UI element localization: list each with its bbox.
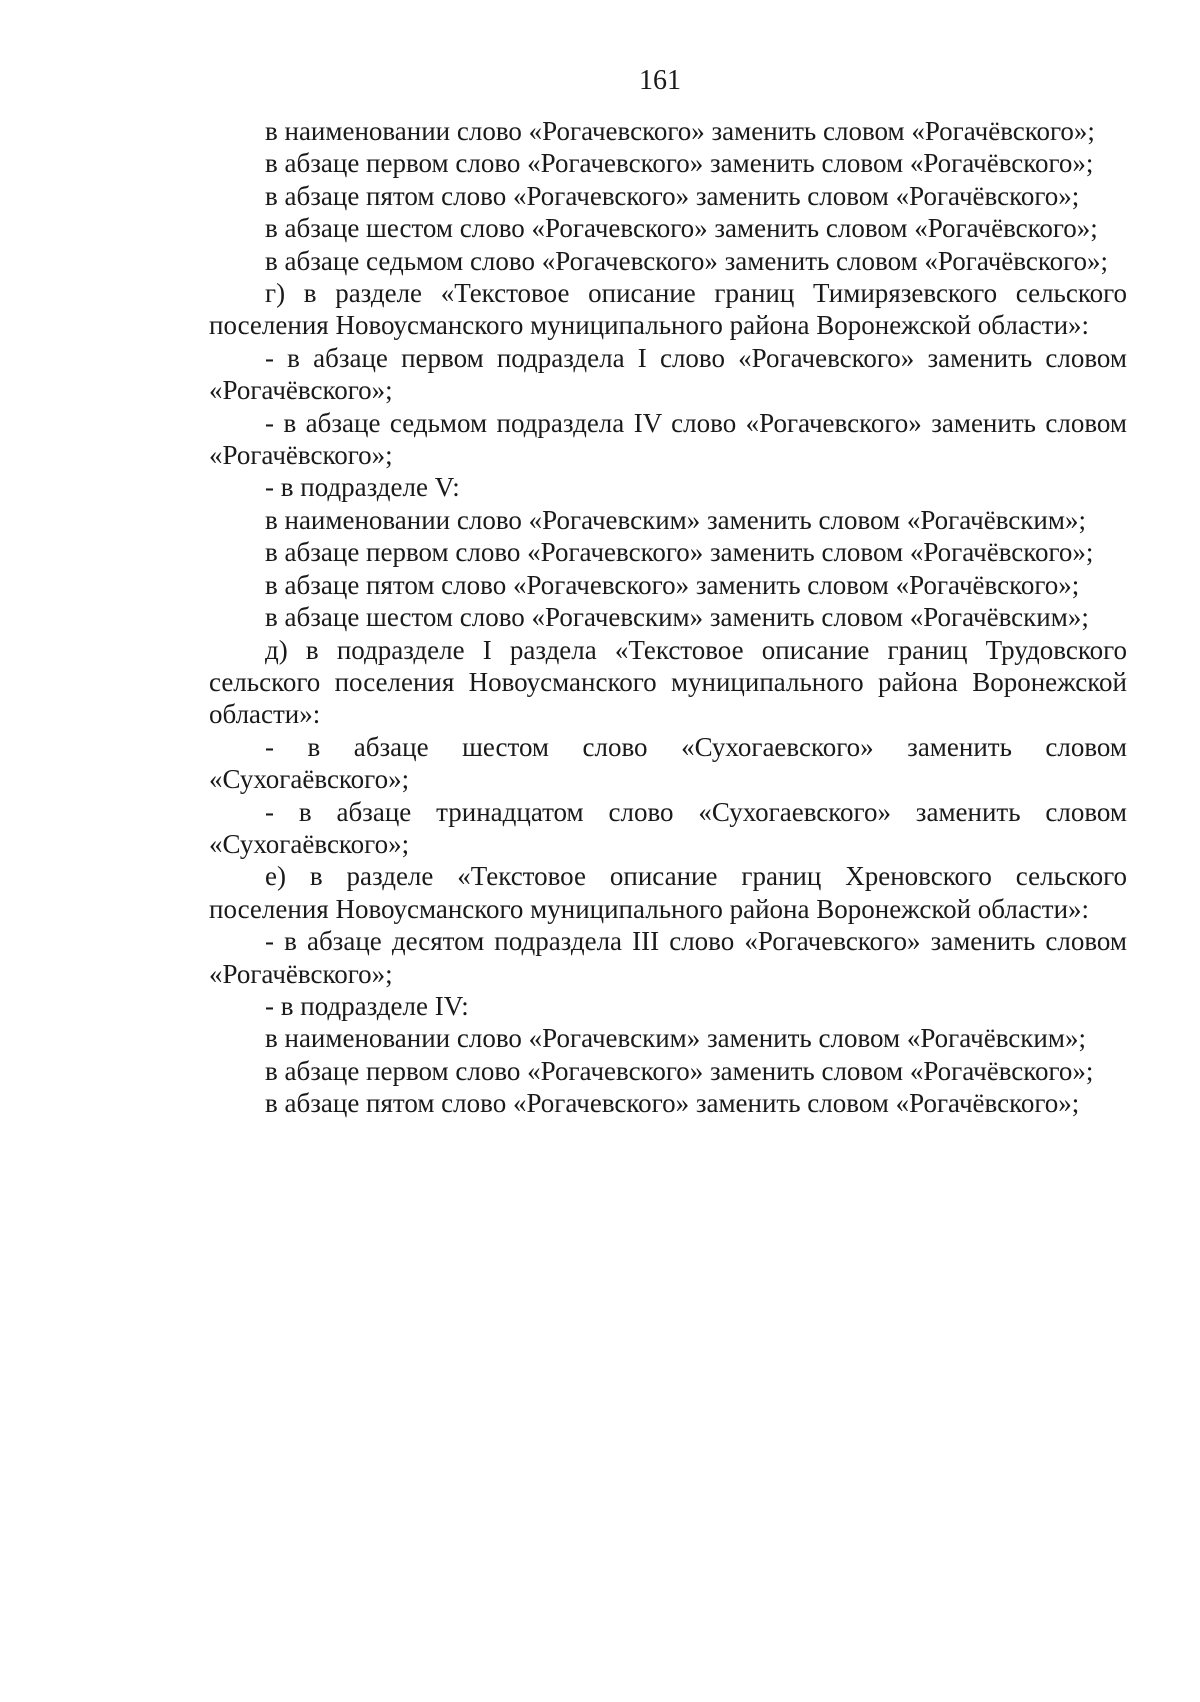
paragraph: в абзаце первом слово «Рогачевского» заменить словом «Рогачёвского»; — [265, 148, 1094, 179]
paragraph: - в абзаце шестом слово «Сухогаевского» заменить словом «Сухогаёвского»; — [209, 731, 1127, 795]
paragraph: в абзаце пятом слово «Рогачевского» заменить словом «Рогачёвского»; — [265, 180, 1080, 211]
paragraph: в наименовании слово «Рогачевского» заменить словом «Рогачёвского»; — [265, 116, 1095, 146]
paragraph: в абзаце пятом слово «Рогачевского» заменить словом «Рогачёвского»; — [265, 1088, 1080, 1119]
paragraph: - в абзаце первом подраздела I слово «Рогачевского» заменить словом «Рогачёвского»; — [209, 342, 1127, 406]
paragraph: г) в разделе «Текстовое описание границ Тимирязевского сельского поселения Новоусманского муниципального района Воронежской области»: — [209, 278, 1127, 341]
paragraph: в абзаце пятом слово «Рогачевского» заменить словом «Рогачёвского»; — [265, 569, 1080, 600]
paragraph: - в подразделе IV: — [265, 990, 469, 1021]
paragraph: в абзаце седьмом слово «Рогачевского» заменить словом «Рогачёвского»; — [265, 245, 1109, 276]
paragraph: - в абзаце седьмом подраздела IV слово «Рогачевского» заменить словом «Рогачёвского»; — [209, 407, 1127, 471]
paragraph: - в подразделе V: — [265, 472, 460, 503]
paragraph: д) в подразделе I раздела «Текстовое описание границ Трудовского сельского поселения Новоусманского муниципального района Воронежской области»: — [209, 634, 1127, 730]
document-body — [209, 115, 1127, 1120]
paragraph: в наименовании слово «Рогачевским» заменить словом «Рогачёвским»; — [265, 504, 1086, 535]
paragraph: е) в разделе «Текстовое описание границ Хреновского сельского поселения Новоусманского муниципального района Воронежской области»: — [209, 861, 1127, 924]
paragraph: в абзаце шестом слово «Рогачевским» заменить словом «Рогачёвским»; — [265, 602, 1089, 633]
paragraph: в абзаце первом слово «Рогачевского» заменить словом «Рогачёвского»; — [265, 1055, 1094, 1086]
paragraph: в абзаце шестом слово «Рогачевского» заменить словом «Рогачёвского»; — [265, 213, 1098, 244]
paragraph: в наименовании слово «Рогачевским» заменить словом «Рогачёвским»; — [265, 1023, 1086, 1054]
paragraph: - в абзаце десятом подраздела III слово «Рогачевского» заменить словом «Рогачёвского»; — [209, 926, 1127, 989]
page-number: 161 — [639, 65, 681, 96]
paragraph: - в абзаце тринадцатом слово «Сухогаевского» заменить словом «Сухогаёвского»; — [209, 796, 1127, 859]
paragraph: в абзаце первом слово «Рогачевского» заменить словом «Рогачёвского»; — [265, 537, 1094, 568]
